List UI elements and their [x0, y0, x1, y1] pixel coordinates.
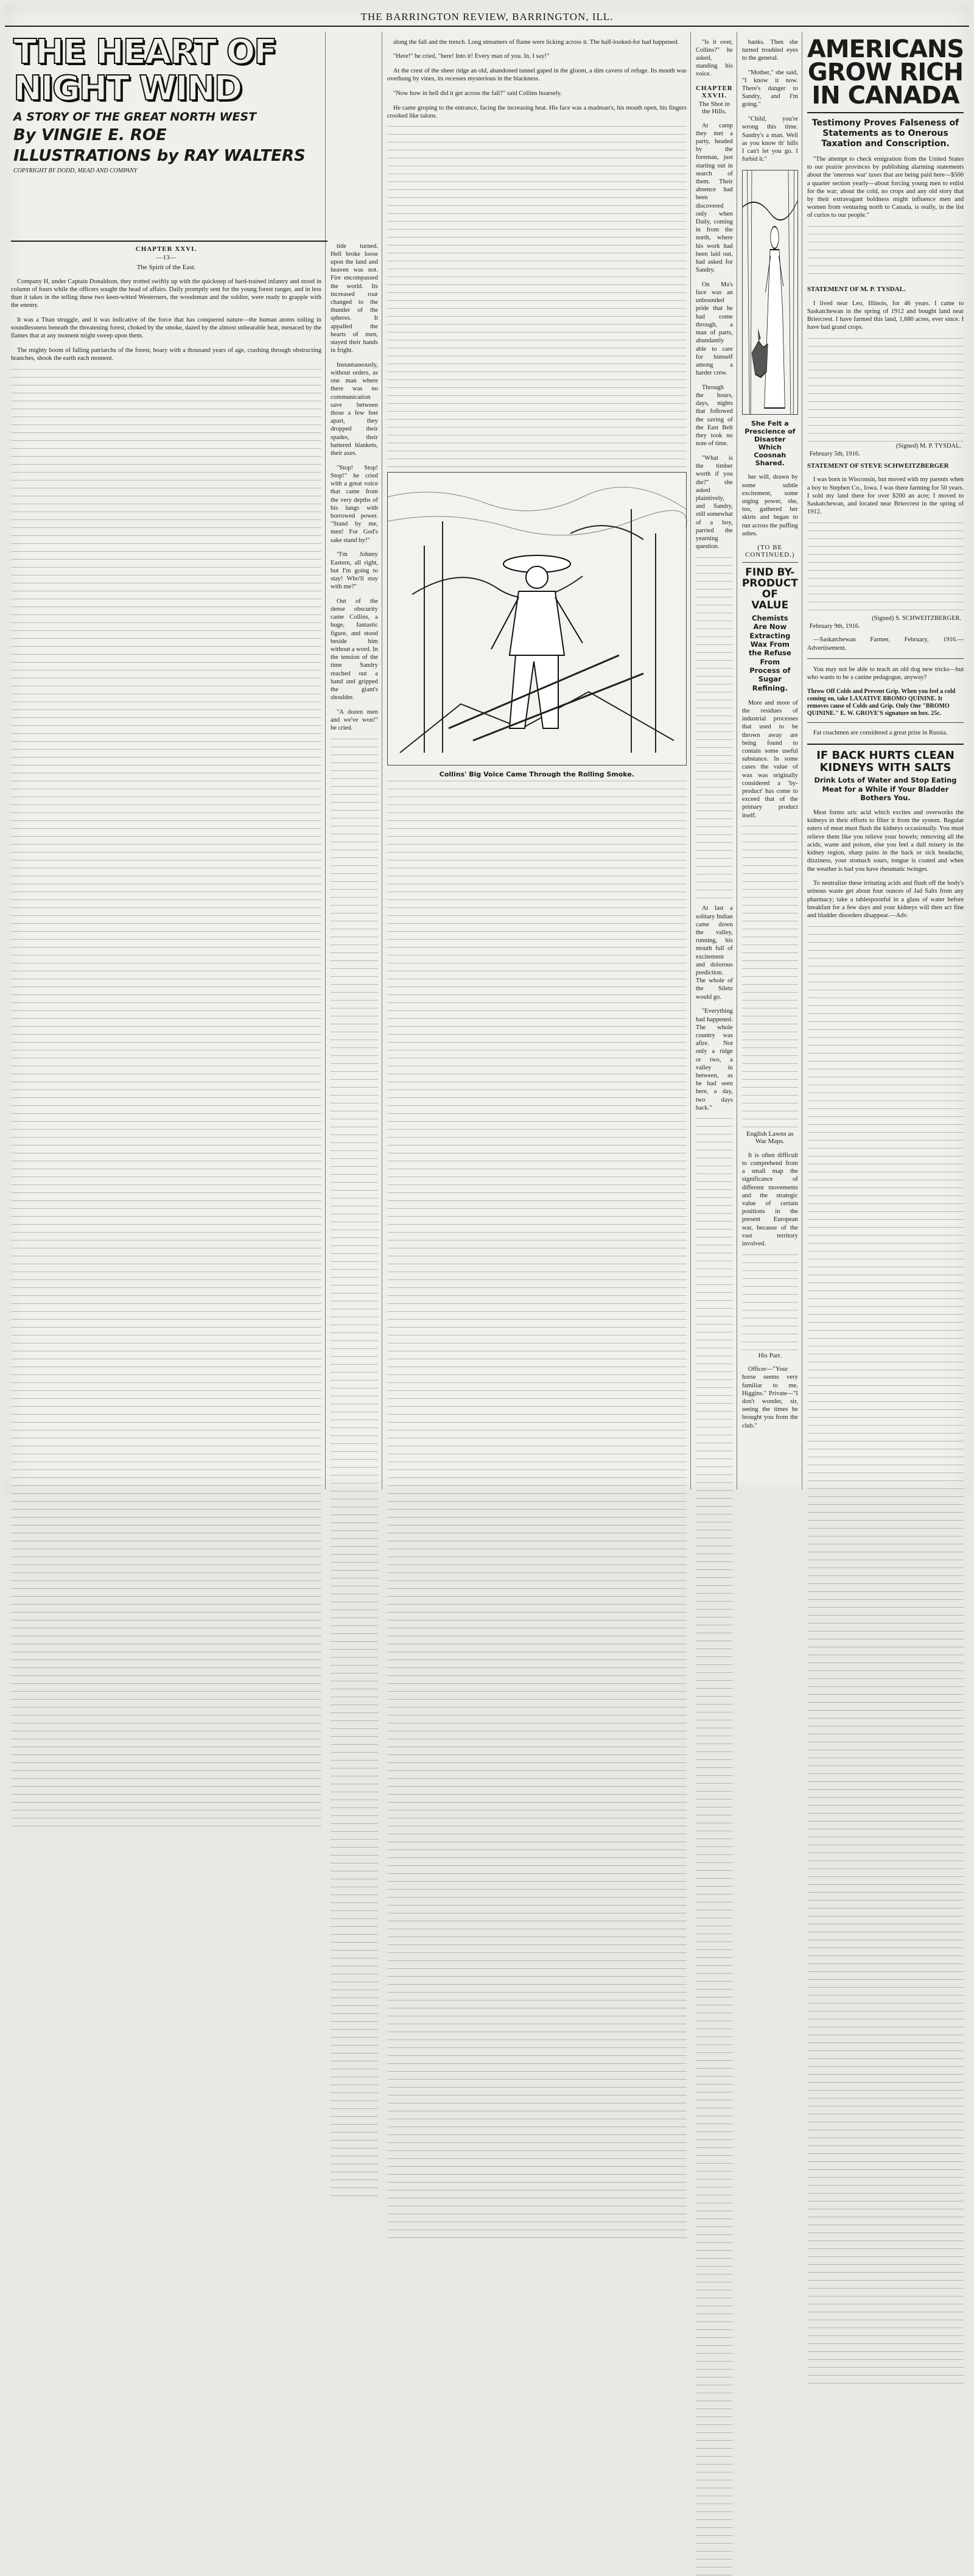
columns — [11, 32, 963, 1490]
column-6 — [807, 32, 967, 1490]
illustration-caption: Collins' Big Voice Came Through the Rolling Smoke. — [439, 770, 634, 779]
text-body — [742, 826, 798, 1130]
story-paragraph: "I'm Johnny Eastern, all right, but I'm going to stay! Who'll stay with me?" — [331, 551, 378, 591]
story-byline: By VINGIE E. ROE — [13, 126, 167, 145]
schweitz-heading: STATEMENT OF STEVE SCHWEITZBERGER — [807, 462, 949, 470]
canada-headline: AMERICANS GROW RICH IN CANADA — [807, 38, 964, 113]
masthead — [5, 9, 969, 27]
illustration-drawing — [743, 171, 797, 414]
canada-deck: Testimony Proves Falseness of Statements as to Onerous Taxation and Conscription. — [811, 118, 959, 149]
chapter-number: —13— — [156, 254, 177, 261]
column-4 — [696, 32, 737, 1490]
kidney-text: To neutralize these irritating acids and flush off the body's urinous waste get about four ounces of Jad Salts from any pharmacy; take a tablespoonful in a glass of water before breakfast for a few days and your kidneys will then act fine and bladder disorders disappear.—Adv. — [807, 880, 964, 920]
story-paragraph: her will, drawn by some subtle excitement, some urging power, she, too, gathered her skirts and began to run across the puffing ashes. — [741, 474, 798, 537]
story-paragraph: Through the hours, days, nights that followed the saving of the East Belt they took no note of time. — [695, 384, 733, 448]
story-paragraph: along the fall and the trench. Long streamers of flame were licking across it. The half-looked-for had happened. — [393, 38, 679, 46]
tysdal-heading: STATEMENT OF M. P. TYSDAL. — [807, 286, 906, 294]
story-paragraph: Instantaneously, without orders, as one man where there was no communication save between those a few feet apart, they dropped their spades, their battered blankets, their axes. — [331, 361, 378, 457]
divider — [807, 658, 964, 659]
text-body — [331, 739, 378, 2197]
text-body — [807, 226, 964, 281]
english-lawns-heading: English Lawns as War Maps. — [746, 1130, 794, 1145]
byproduct-text: More and more of the residues of industrial processes that used to be thrown away are being found to contain some useful substance. In some cases the value of wax was originally considered a 'by-product' has come to exceed that of the primary product itself. — [741, 699, 798, 819]
story-paragraph: "Child, you're wrong this time. Sandry's a man. Well as you know th' hills I can't let you go. I forbid it." — [741, 116, 798, 163]
tysdal-date: February 5th, 1916. — [809, 450, 860, 457]
divider — [807, 722, 964, 723]
text-body — [807, 523, 964, 614]
schweitz-date: February 9th, 1916. — [809, 622, 860, 630]
coachmen-paragraph: Fat coachmen are considered a great prize in Russia. — [813, 730, 948, 737]
story-paragraph: "Now how in hell did it get across the fall?" said Collins hoarsely. — [393, 90, 562, 97]
byproduct-deck: Chemists Are Now Extracting Wax From the Refuse From Process of Sugar Refining. — [748, 613, 791, 692]
canada-text: "The attempt to check emigration from the United States to our prairie provinces by publishing alarming statements about the 'onerous war' taxes that are being paid here—$500 a quarter section yearly—about forcing young men to enlist for the war; about the cold, no crops and any old story that by their extravagant boldness might influence men and women from venturing north to Canada, is really, in the list of curios to our people." — [807, 155, 964, 219]
newspaper-page — [5, 5, 969, 1493]
story-paragraph: The mighty boom of falling patriarchs of the forest, hoary with a thousand years of age, crashing through obstructing branches, shook the earth each moment. — [11, 347, 321, 362]
illustration-caption: She Felt a Prescience of Disaster Which Coosnah Shared. — [745, 419, 796, 467]
text-body — [387, 781, 687, 2239]
story-paragraph: "A dozen men and we've won!" he cried. — [331, 708, 378, 732]
chapter-title: The Shot in the Hills. — [698, 100, 730, 116]
kidney-text: Meat forms uric acid which excites and overworks the kidneys in their efforts to filter it from the system. Regular eaters of meat must flush the kidneys occasionally. You must relieve them like you relieve your bowels; removing all the acids, waste and poison, else you feel a dull misery in the kidney region, sharp pains in the back or sick headache, dizziness, your stomach sours, tongue is coated and when the weather is bad you have rheumatic twinges. — [807, 809, 964, 873]
story-paragraph: Company H, under Captain Donaldson, they trotted swiftly up with the quickstep of hard-trained infantry and stood in column of fours while the officers sought the head of affairs. Daily promptly sent for the young forest ranger, and in less than it takes in the telling these two keen-witted Westerners, the woodsman and the soldier, were ready to grapple with the enemy. — [11, 278, 321, 309]
story-paragraph: tide turned. Hell broke loose upon the land and heaven was not. Fire encompassed the world. Its increased roar changed to the thunder of the spheres. It appalled the hearts of men, stayed their hands in fright. — [331, 242, 378, 354]
tysdal-text: I lived near Leo, Illinois, for 46 years. I came to Saskatchewan in the spring of 1912 and bought land near Briercrest. I have farmed this land, 1,680 acres, ever since. I have had grand crops. — [807, 300, 964, 331]
story-paragraph: At the crest of the sheer ridge an old, abandoned tunnel gaped in the gloom, a dim cavern of refuge. Its mouth was overhung by vines, its recesses mysterious in the blackness. — [387, 67, 687, 83]
his-part-heading: His Part. — [758, 1351, 782, 1359]
story-paragraph: It was a Titan struggle, and it was indicative of the force that has conquered nature—the human atoms toiling in soundlessness beneath the threatening forest, choked by the smoke, dazed by the almost unbearable heat, menaced by the flames that at any moment might sweep upon them. — [11, 316, 321, 340]
english-lawns-text: It is often difficult to comprehend from a small map the significance of different movements and the strategic value of certain positions in the present European war, because of the vast territory involved. — [741, 1152, 798, 1247]
advertisement-note: —Saskatchewan Farmer, February, 1916.—Advertisement. — [807, 636, 964, 652]
illustration-collins — [387, 472, 687, 765]
tysdal-signature: (Signed) M. P. TYSDAL. — [896, 442, 962, 449]
text-body — [742, 1255, 798, 1352]
story-paragraph: Out of the dense obscurity came Collins, a huge, fantastic figure, and stood beside him without a word. In the tension of the time Sandry reached out a hand and gripped the giant's shoulder. — [331, 597, 378, 702]
story-title-block — [11, 32, 328, 242]
story-paragraph: "Here!" he cried, "here! Into it! Every man of you. In, I say!" — [393, 53, 550, 60]
column-2 — [331, 32, 382, 1490]
kidney-headline: IF BACK HURTS CLEAN KIDNEYS WITH SALTS — [807, 744, 964, 774]
text-body — [807, 338, 964, 442]
column-3 — [387, 32, 691, 1490]
byproduct-headline: FIND BY-PRODUCT OF VALUE — [741, 566, 798, 611]
story-title-line1: THE HEART OF — [13, 32, 276, 72]
illustration-drawing — [388, 473, 686, 765]
text-body — [696, 557, 733, 898]
text-body — [807, 926, 964, 2384]
story-paragraph: "Is it over, Collins?" he asked, standing his voice. — [695, 38, 733, 78]
story-paragraph: "Mother," she said, "I know it now. There's danger to Sandry, and I'm going." — [741, 69, 798, 108]
kidney-deck: Drink Lots of Water and Stop Eating Meat for a While if Your Bladder Bothers You. — [814, 776, 957, 803]
chapter-title: The Spirit of the East. — [136, 264, 196, 271]
divider — [742, 562, 798, 563]
text-body — [387, 126, 687, 467]
chapter-heading: CHAPTER XXVI. — [135, 245, 197, 253]
column-1 — [11, 32, 326, 1490]
cold-advertisement: Throw Off Colds and Prevent Grip. When you feel a cold coming on, take LAXATIVE BROMO QUININE. It removes cause of Colds and Grip. Only One "BROMO QUININE." E. W. GROVE'S signature on box. 25c. — [807, 688, 956, 717]
story-paragraph: On Ma's face was an unbounded pride that he had come through, a man of parts, abundantly able to care for himself among a harder crew. — [695, 281, 733, 377]
story-title-line2: NIGHT WIND — [13, 68, 242, 108]
masthead-title: THE BARRINGTON REVIEW, BARRINGTON, ILL. — [360, 11, 614, 23]
chapter-heading: CHAPTER XXVII. — [695, 85, 733, 100]
story-paragraph: "Everything had happened. The whole country was afire. Not only a ridge or two, a valley in between, as he had seen here, a day, two days back." — [695, 1008, 733, 1111]
text-body — [696, 1118, 733, 2576]
illustration-woman — [742, 170, 798, 415]
story-paragraph: "What is the timber worth if you die?" she asked plaintively, and Sandry, still somewhat of a boy, parried the yearning question. — [695, 454, 733, 551]
story-paragraph: At last a solitary Indian came down the valley, running, his mouth full of excitement and dolorous prediction. The whole of the Siletz would go. — [695, 905, 733, 1001]
story-subtitle: A STORY OF THE GREAT NORTH WEST — [13, 110, 257, 124]
story-paragraph: At camp they met a party, headed by the foreman, just starting out in search of them. Their absence had been discovered only when Daily, coming in from the north, where his work had been laid out, had asked for Sandry. — [695, 122, 733, 274]
story-illustrator: ILLUSTRATIONS by RAY WALTERS — [13, 147, 306, 166]
story-copyright: COPYRIGHT BY DODD, MEAD AND COMPANY — [13, 167, 138, 175]
to-be-continued: (TO BE CONTINUED.) — [745, 544, 795, 559]
schweitz-signature: (Signed) S. SCHWEITZBERGER. — [872, 614, 962, 622]
story-paragraph: "Stop! Stop! Stop!" he cried with a great voice that came from the very depths of his lungs with borrowed power. "Stand by me, men! For God's sake stand by!" — [331, 464, 378, 544]
story-paragraph: banks. Then she turned troubled eyes to the general. — [741, 38, 798, 62]
schweitz-text: I was born in Wisconsin, but moved with my parents when a boy to Stephen Co., Iowa. I was there farming for 50 years. I sold my land there for over $200 an acre; I moved to Saskatchewan, and located near Briercrest in the spring of 1912. — [807, 476, 964, 516]
text-body — [11, 369, 321, 1827]
story-paragraph: He came groping to the entrance, facing the increasing heat. His face was a madman's, his mouth open, his fingers crooked like talons. — [387, 104, 687, 119]
his-part-text: Officer—"Your horse seems very familiar to me, Higgins." Private—"I don't wonder, sir, seeing the times he brought you from the club." — [741, 1366, 798, 1429]
dog-paragraph: You may not be able to teach an old dog new tricks—but who wants to be a canine pedagogue, anyway? — [807, 666, 964, 681]
column-5 — [742, 32, 802, 1490]
